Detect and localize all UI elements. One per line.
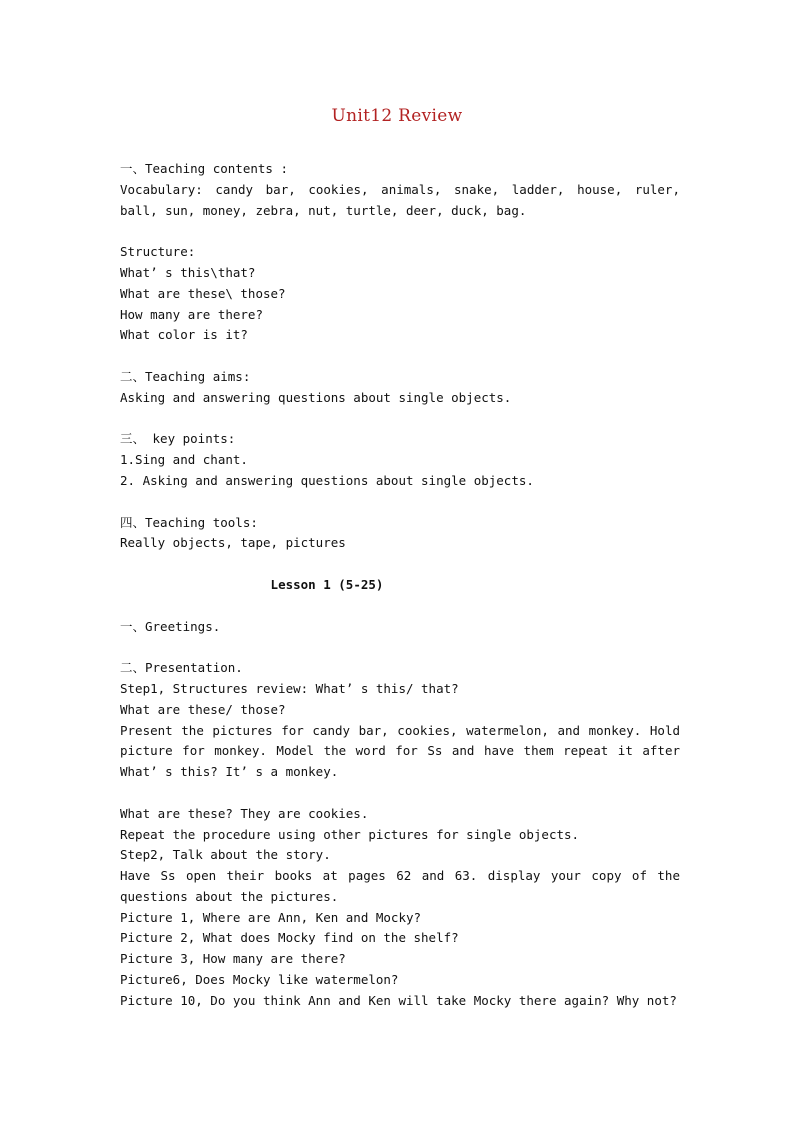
section-heading-aims: 二、Teaching aims: — [120, 368, 251, 384]
vocabulary-line-2: ball, sun, money, zebra, nut, turtle, deer, duck, bag. — [120, 202, 527, 218]
question-line: Picture 3, How many are there? — [120, 951, 346, 967]
presentation-line: picture for monkey. Model the word for Ss and have them repeat it after — [120, 743, 680, 759]
key-point-item: 2. Asking and answering questions about single objects. — [120, 472, 534, 488]
structure-item: How many are there? — [120, 306, 263, 322]
presentation-line: Present the pictures for candy bar, cookies, watermelon, and monkey. Hold — [120, 722, 680, 738]
presentation-line: What are these? They are cookies. — [120, 805, 369, 821]
structure-item: What’ s this\that? — [120, 264, 256, 280]
key-point-item: 1.Sing and chant. — [120, 452, 248, 468]
lesson-heading: Lesson 1 (5-25) — [270, 576, 384, 592]
document-body — [120, 159, 680, 1012]
aims-text: Asking and answering questions about single objects. — [120, 389, 512, 405]
tools-text: Really objects, tape, pictures — [120, 535, 346, 551]
spacer — [120, 221, 680, 242]
spacer — [120, 492, 680, 513]
section-heading-tools: 四、Teaching tools: — [120, 514, 258, 530]
presentation-line: questions about the pictures. — [120, 888, 339, 904]
section-heading-greetings: 一、Greetings. — [120, 618, 221, 634]
presentation-line: Have Ss open their books at pages 62 and 63. display your copy of the — [120, 868, 680, 884]
document-title: Unit12 Review — [331, 106, 463, 126]
spacer — [120, 637, 680, 658]
section-heading-presentation: 二、Presentation. — [120, 660, 243, 676]
section-heading-contents: 一、Teaching contents : — [120, 161, 288, 176]
spacer — [120, 346, 680, 367]
structure-item: What are these\ those? — [120, 285, 286, 301]
presentation-line: Step2, Talk about the story. — [120, 847, 331, 863]
presentation-line: What’ s this? It’ s a monkey. — [120, 764, 339, 780]
question-line: Picture 2, What does Mocky find on the shelf? — [120, 930, 459, 946]
structure-item: What color is it? — [120, 327, 248, 343]
spacer — [120, 596, 680, 617]
question-line: Picture6, Does Mocky like watermelon? — [120, 972, 399, 988]
question-line: Picture 10, Do you think Ann and Ken will take Mocky there again? Why not? — [120, 992, 677, 1008]
vocabulary-line-1: Vocabulary: candy bar, cookies, animals, snake, ladder, house, ruler, — [120, 181, 680, 197]
spacer — [120, 409, 680, 430]
spacer — [120, 554, 680, 575]
presentation-line: Step1, Structures review: What’ s this/ that? — [120, 680, 459, 696]
presentation-line: What are these/ those? — [120, 701, 286, 717]
question-line: Picture 1, Where are Ann, Ken and Mocky? — [120, 909, 422, 925]
spacer — [120, 783, 680, 804]
section-heading-key-points: 三、 key points: — [120, 431, 236, 447]
structure-label: Structure: — [120, 244, 196, 260]
presentation-line: Repeat the procedure using other pictures for single objects. — [120, 826, 580, 842]
